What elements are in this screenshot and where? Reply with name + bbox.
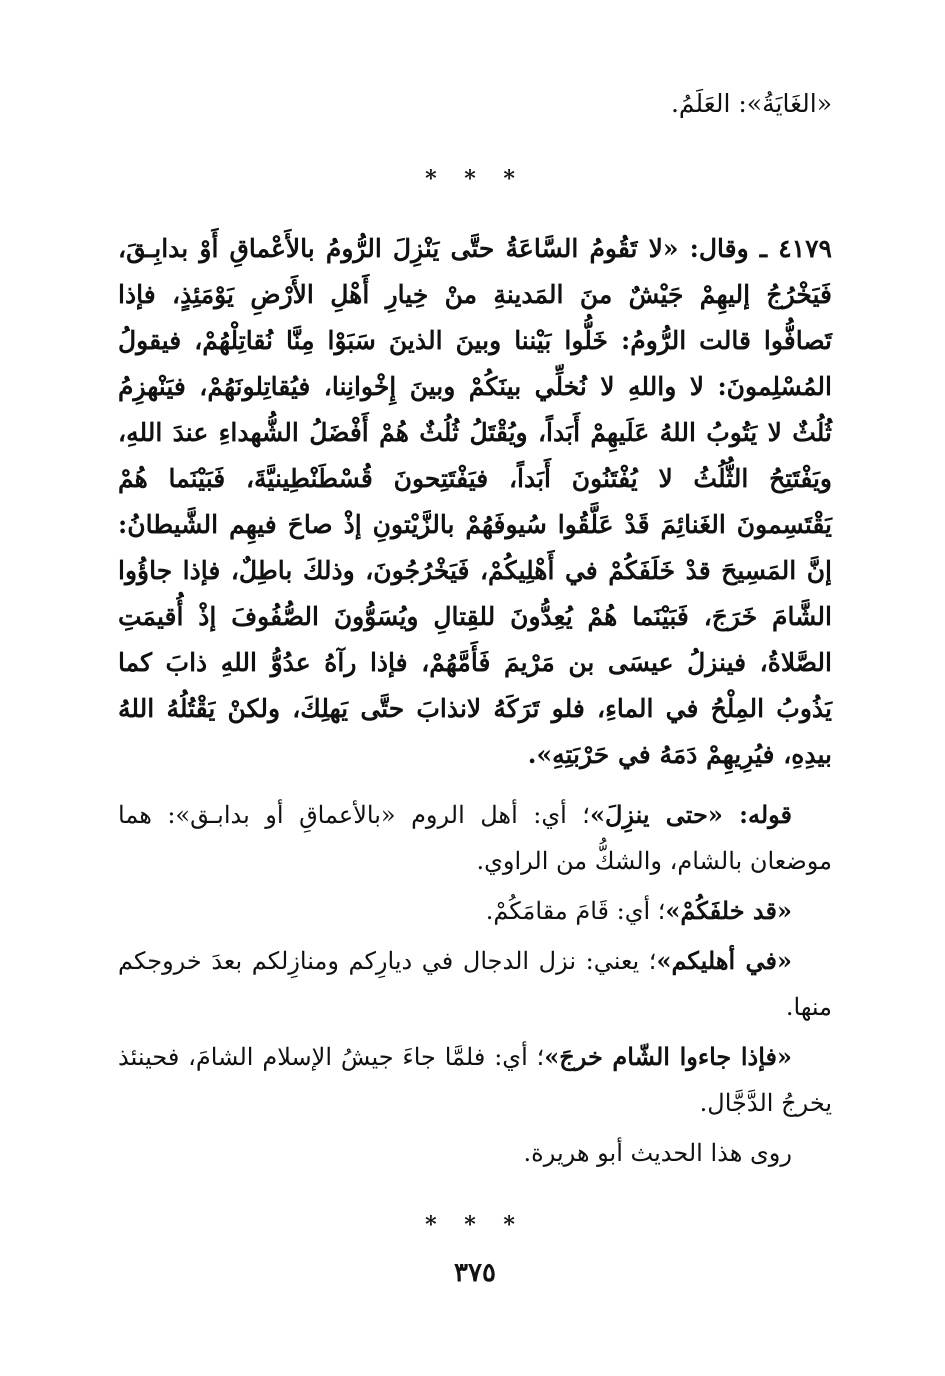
page-number: ٣٧٥ [454,1258,496,1288]
note-text: ؛ يعني: نزل الدجال في ديارِكم ومنازِلكم بعدَ خروجكم منها. [118,947,832,1021]
hadith-dash: ـ [759,234,768,263]
commentary-note [118,888,832,934]
note-text: ؛ أي: قَامَ مقامَكُمْ. [485,897,666,925]
note-text: ؛ أي: أهل الروم «بالأعماقِ أو بدابـق»: هما موضعان بالشام، والشكُّ من الراوي. [118,801,832,875]
narrator-line: روى هذا الحديث أبو هريرة. [523,1139,792,1167]
section-separator: * * * [425,1212,525,1238]
section-separator: * * * [425,166,525,192]
note-term: «قد خلفَكُمْ» [665,896,792,925]
hadith-number: ٤١٧٩ [778,234,832,263]
commentary-note [118,792,832,884]
top-line: «الغَايَةُ»: العَلَمُ. [670,89,832,118]
note-text: ؛ أي: فلمَّا جاءَ جيشُ الإسلام الشامَ، فحينئذ يخرجُ الدَّجَّال. [118,1043,832,1117]
commentary [118,792,832,1176]
note-term: «في أهليكم» [656,946,792,975]
note-term: «فإذا جاءوا الشّام خرجَ» [544,1042,792,1071]
hadith-paragraph [118,226,832,778]
book-page [118,86,832,1316]
hadith-text: وقال: «لا تَقُومُ السَّاعَةُ حتَّى يَنْزِلَ الرُّومُ بالأَعْماقِ أَوْ بدابِـقَ، فَيَخْرُجُ إليهِمْ جَيْشٌ منَ المَدينةِ منْ خِيارِ أَهْلِ الأَرْضِ يَوْمَئِذٍ، فإذا تَصافُّوا قالت الرُّومُ: خَلُّوا بَيْننا وبينَ الذينَ سَبَوْا مِنَّا نُقاتِلْهُمْ، فيقولُ المُسْلِمونَ: لا واللهِ لا نُخلِّي بينَكُمْ وبينَ إِخْوانِنا، فيُقاتِلونَهُمْ، فيَنْهزِمُ ثُلُثٌ لا يَتُوبُ اللهُ عَلَيهِمْ أَبَداً، ويُقْتَلُ ثُلُثٌ هُمْ أَفْضَلُ الشُّهداءِ عندَ اللهِ، ويَفْتَتِحُ الثُّلُثُ لا يُفْتَنُونَ أَبَداً، فيَفْتَتِحونَ قُسْطَنْطِينيَّةَ، فَبَيْنَما هُمْ يَقْتَسِمونَ الغَنائِمَ قَدْ عَلَّقُوا سُيوفَهُمْ بالزَّيْتونِ إذْ صاحَ فيهِم الشَّيطانُ: إنَّ المَسِيحَ قدْ خَلَفَكُمْ في أَهْلِيكُمْ، فَيَخْرُجُونَ، وذلكَ باطِلٌ، فإذا جاؤُوا الشَّامَ خَرَجَ، فَبَيْنَما هُمْ يُعِدُّونَ للقِتالِ ويُسَوُّونَ الصُّفُوفَ إذْ أُقيمَتِ الصَّلاةُ، فينزلُ عيسَى بن مَرْيمَ فَأَمَّهُمْ، فإذا رآهُ عدُوُّ اللهِ ذابَ كما يَذُوبُ المِلْحُ في الماءِ، فلو تَرَكَهُ لانذابَ حتَّى يَهلِكَ، ولكنْ يَقْتُلُهُ اللهُ بيدِهِ، فيُرِيهِمْ دَمَهُ في حَرْبَتِهِ». [118,234,832,769]
commentary-note [118,938,832,1030]
commentary-note [118,1034,832,1126]
note-term: قوله: «حتى ينزِلَ» [589,800,792,829]
